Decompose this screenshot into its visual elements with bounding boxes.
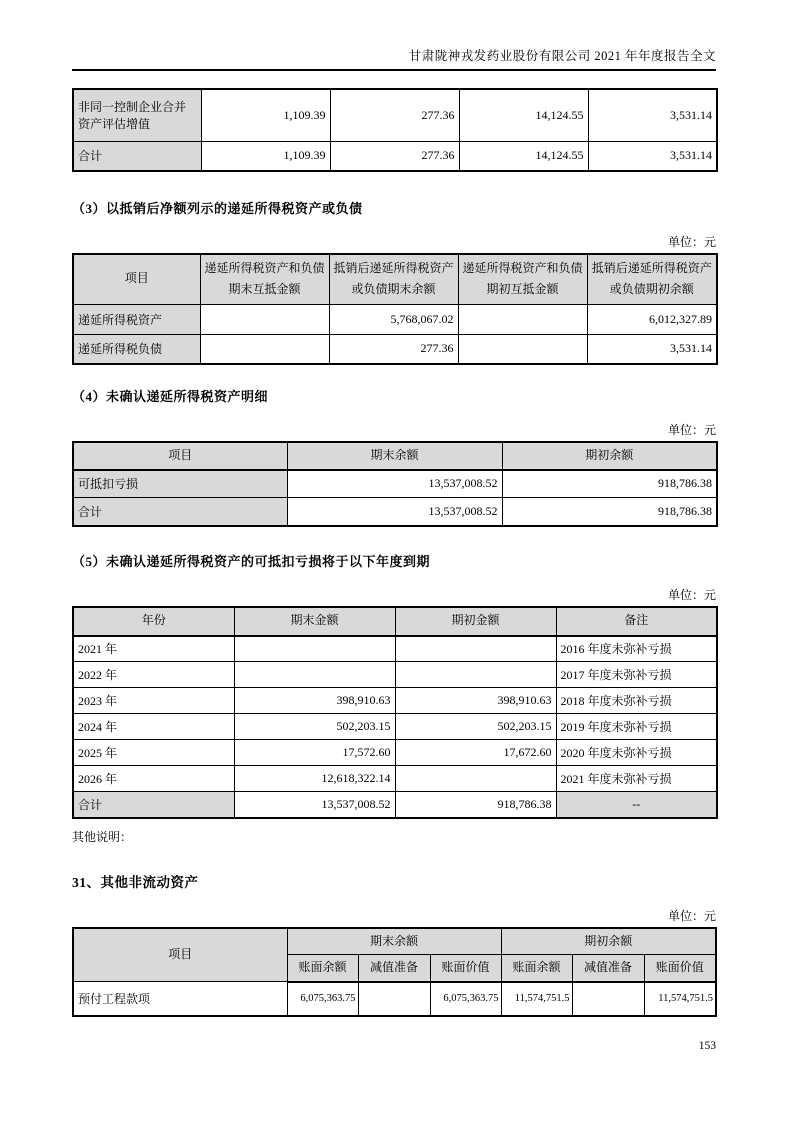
value-cell: 3,531.14 <box>588 89 717 141</box>
row-label-cell: 可抵扣亏损 <box>73 470 287 498</box>
note-cell: 2021 年度未弥补亏损 <box>556 766 717 792</box>
table-row <box>73 766 717 792</box>
table-header-row <box>73 607 717 636</box>
section-31-heading: 31、其他非流动资产 <box>72 874 199 890</box>
table-row <box>73 662 717 688</box>
year-cell: 2023 年 <box>73 688 234 714</box>
column-header: 期初金额 <box>395 607 556 636</box>
unit-label: 单位：元 <box>667 587 716 602</box>
row-label-cell: 合计 <box>73 141 201 171</box>
note-cell: 2018 年度未弥补亏损 <box>556 688 717 714</box>
column-header: 减值准备 <box>572 955 644 982</box>
year-cell: 2022 年 <box>73 662 234 688</box>
note-cell: 2017 年度未弥补亏损 <box>556 662 717 688</box>
note-cell: 2016 年度未弥补亏损 <box>556 636 717 662</box>
value-cell: 918,786.38 <box>502 470 717 498</box>
table-row <box>73 334 717 364</box>
year-cell: 2026 年 <box>73 766 234 792</box>
table-header-row <box>73 442 717 470</box>
table-row <box>73 636 717 662</box>
value-cell: 502,203.15 <box>395 714 556 740</box>
value-cell: 3,531.14 <box>588 141 717 171</box>
column-header: 递延所得税资产和负债期初互抵金额 <box>458 254 587 304</box>
value-cell <box>234 636 395 662</box>
value-cell <box>234 662 395 688</box>
column-header: 项目 <box>73 442 287 470</box>
table-row <box>73 714 717 740</box>
value-cell <box>358 982 430 1016</box>
column-header: 减值准备 <box>358 955 430 982</box>
value-cell: 277.36 <box>330 89 459 141</box>
other-noncurrent-assets-table <box>72 927 717 1017</box>
column-header: 账面价值 <box>644 955 716 982</box>
value-cell: 1,109.39 <box>201 141 330 171</box>
unrecognized-deferred-tax-table <box>72 441 718 527</box>
column-group-header: 期初余额 <box>501 928 716 955</box>
row-label-cell: 递延所得税负债 <box>73 334 200 364</box>
value-cell: 11,574,751.5 <box>644 982 716 1016</box>
other-notes-label: 其他说明： <box>72 829 133 844</box>
value-cell <box>572 982 644 1016</box>
table-row <box>73 89 717 141</box>
value-cell <box>200 334 329 364</box>
column-header: 账面余额 <box>287 955 358 982</box>
unit-label: 单位：元 <box>667 423 716 437</box>
column-header: 账面余额 <box>501 955 572 982</box>
value-cell <box>395 766 556 792</box>
section-5-heading: （5）未确认递延所得税资产的可抵扣亏损将于以下年度到期 <box>72 553 431 569</box>
note-cell: 2020 年度未弥补亏损 <box>556 740 717 766</box>
section-4-heading: （4）未确认递延所得税资产明细 <box>72 389 269 404</box>
column-header: 期初余额 <box>502 442 717 470</box>
column-header: 抵销后递延所得税资产或负债期末余额 <box>329 254 458 304</box>
value-cell: 6,075,363.75 <box>430 982 501 1016</box>
note-cell: 2019 年度未弥补亏损 <box>556 714 717 740</box>
value-cell <box>200 304 329 334</box>
row-label-cell: 非同一控制企业合并资产评估增值 <box>73 89 201 141</box>
value-cell <box>395 636 556 662</box>
value-cell <box>458 304 587 334</box>
column-group-header: 期末余额 <box>287 928 501 955</box>
table-header-row <box>73 254 717 304</box>
table-row <box>73 982 716 1016</box>
value-cell: 17,572.60 <box>234 740 395 766</box>
value-cell: 11,574,751.5 <box>501 982 572 1016</box>
year-cell: 2024 年 <box>73 714 234 740</box>
value-cell: 13,537,008.52 <box>234 792 395 818</box>
column-header: 期末金额 <box>234 607 395 636</box>
row-label-cell: 合计 <box>73 498 287 526</box>
value-cell: 1,109.39 <box>201 89 330 141</box>
section-3-heading: （3）以抵销后净额列示的递延所得税资产或负债 <box>72 201 363 216</box>
value-cell: 277.36 <box>329 334 458 364</box>
column-header: 抵销后递延所得税资产或负债期初余额 <box>587 254 717 304</box>
report-title: 甘肃陇神戎发药业股份有限公司 2021 年年度报告全文 <box>408 49 716 63</box>
unit-label: 单位：元 <box>667 908 716 923</box>
row-label-cell: 递延所得税资产 <box>73 304 200 334</box>
value-cell: 502,203.15 <box>234 714 395 740</box>
page-header <box>72 46 716 71</box>
year-cell: 2021 年 <box>73 636 234 662</box>
table-row <box>73 304 717 334</box>
value-cell: 277.36 <box>330 141 459 171</box>
deferred-tax-offset-table <box>72 253 718 365</box>
row-label-cell: 合计 <box>73 792 234 818</box>
value-cell: 13,537,008.52 <box>287 498 502 526</box>
value-cell: 398,910.63 <box>395 688 556 714</box>
loss-expiry-table <box>72 606 718 819</box>
page-number: 153 <box>698 1040 716 1052</box>
table-row-total <box>73 141 717 171</box>
value-cell: 918,786.38 <box>395 792 556 818</box>
value-cell: 918,786.38 <box>502 498 717 526</box>
carryover-table <box>72 88 718 172</box>
value-cell: 12,618,322.14 <box>234 766 395 792</box>
year-cell: 2025 年 <box>73 740 234 766</box>
table-row <box>73 470 717 498</box>
value-cell: 13,537,008.52 <box>287 470 502 498</box>
row-label-cell: 预付工程款项 <box>73 982 287 1016</box>
value-cell: 6,012,327.89 <box>587 304 717 334</box>
table-row <box>73 740 717 766</box>
value-cell: 5,768,067.02 <box>329 304 458 334</box>
value-cell <box>458 334 587 364</box>
value-cell: 6,075,363.75 <box>287 982 358 1016</box>
column-header: 备注 <box>556 607 717 636</box>
note-cell: -- <box>556 792 717 818</box>
value-cell: 17,672.60 <box>395 740 556 766</box>
value-cell: 14,124.55 <box>459 141 588 171</box>
column-header: 账面价值 <box>430 955 501 982</box>
value-cell: 3,531.14 <box>587 334 717 364</box>
table-group-header-row <box>73 928 716 955</box>
table-row-total <box>73 792 717 818</box>
table-row <box>73 688 717 714</box>
column-header: 期末余额 <box>287 442 502 470</box>
column-header: 项目 <box>73 928 287 982</box>
value-cell: 398,910.63 <box>234 688 395 714</box>
table-row-total <box>73 498 717 526</box>
value-cell <box>395 662 556 688</box>
unit-label: 单位：元 <box>667 235 716 249</box>
value-cell: 14,124.55 <box>459 89 588 141</box>
column-header: 项目 <box>73 254 200 304</box>
column-header: 递延所得税资产和负债期末互抵金额 <box>200 254 329 304</box>
column-header: 年份 <box>73 607 234 636</box>
